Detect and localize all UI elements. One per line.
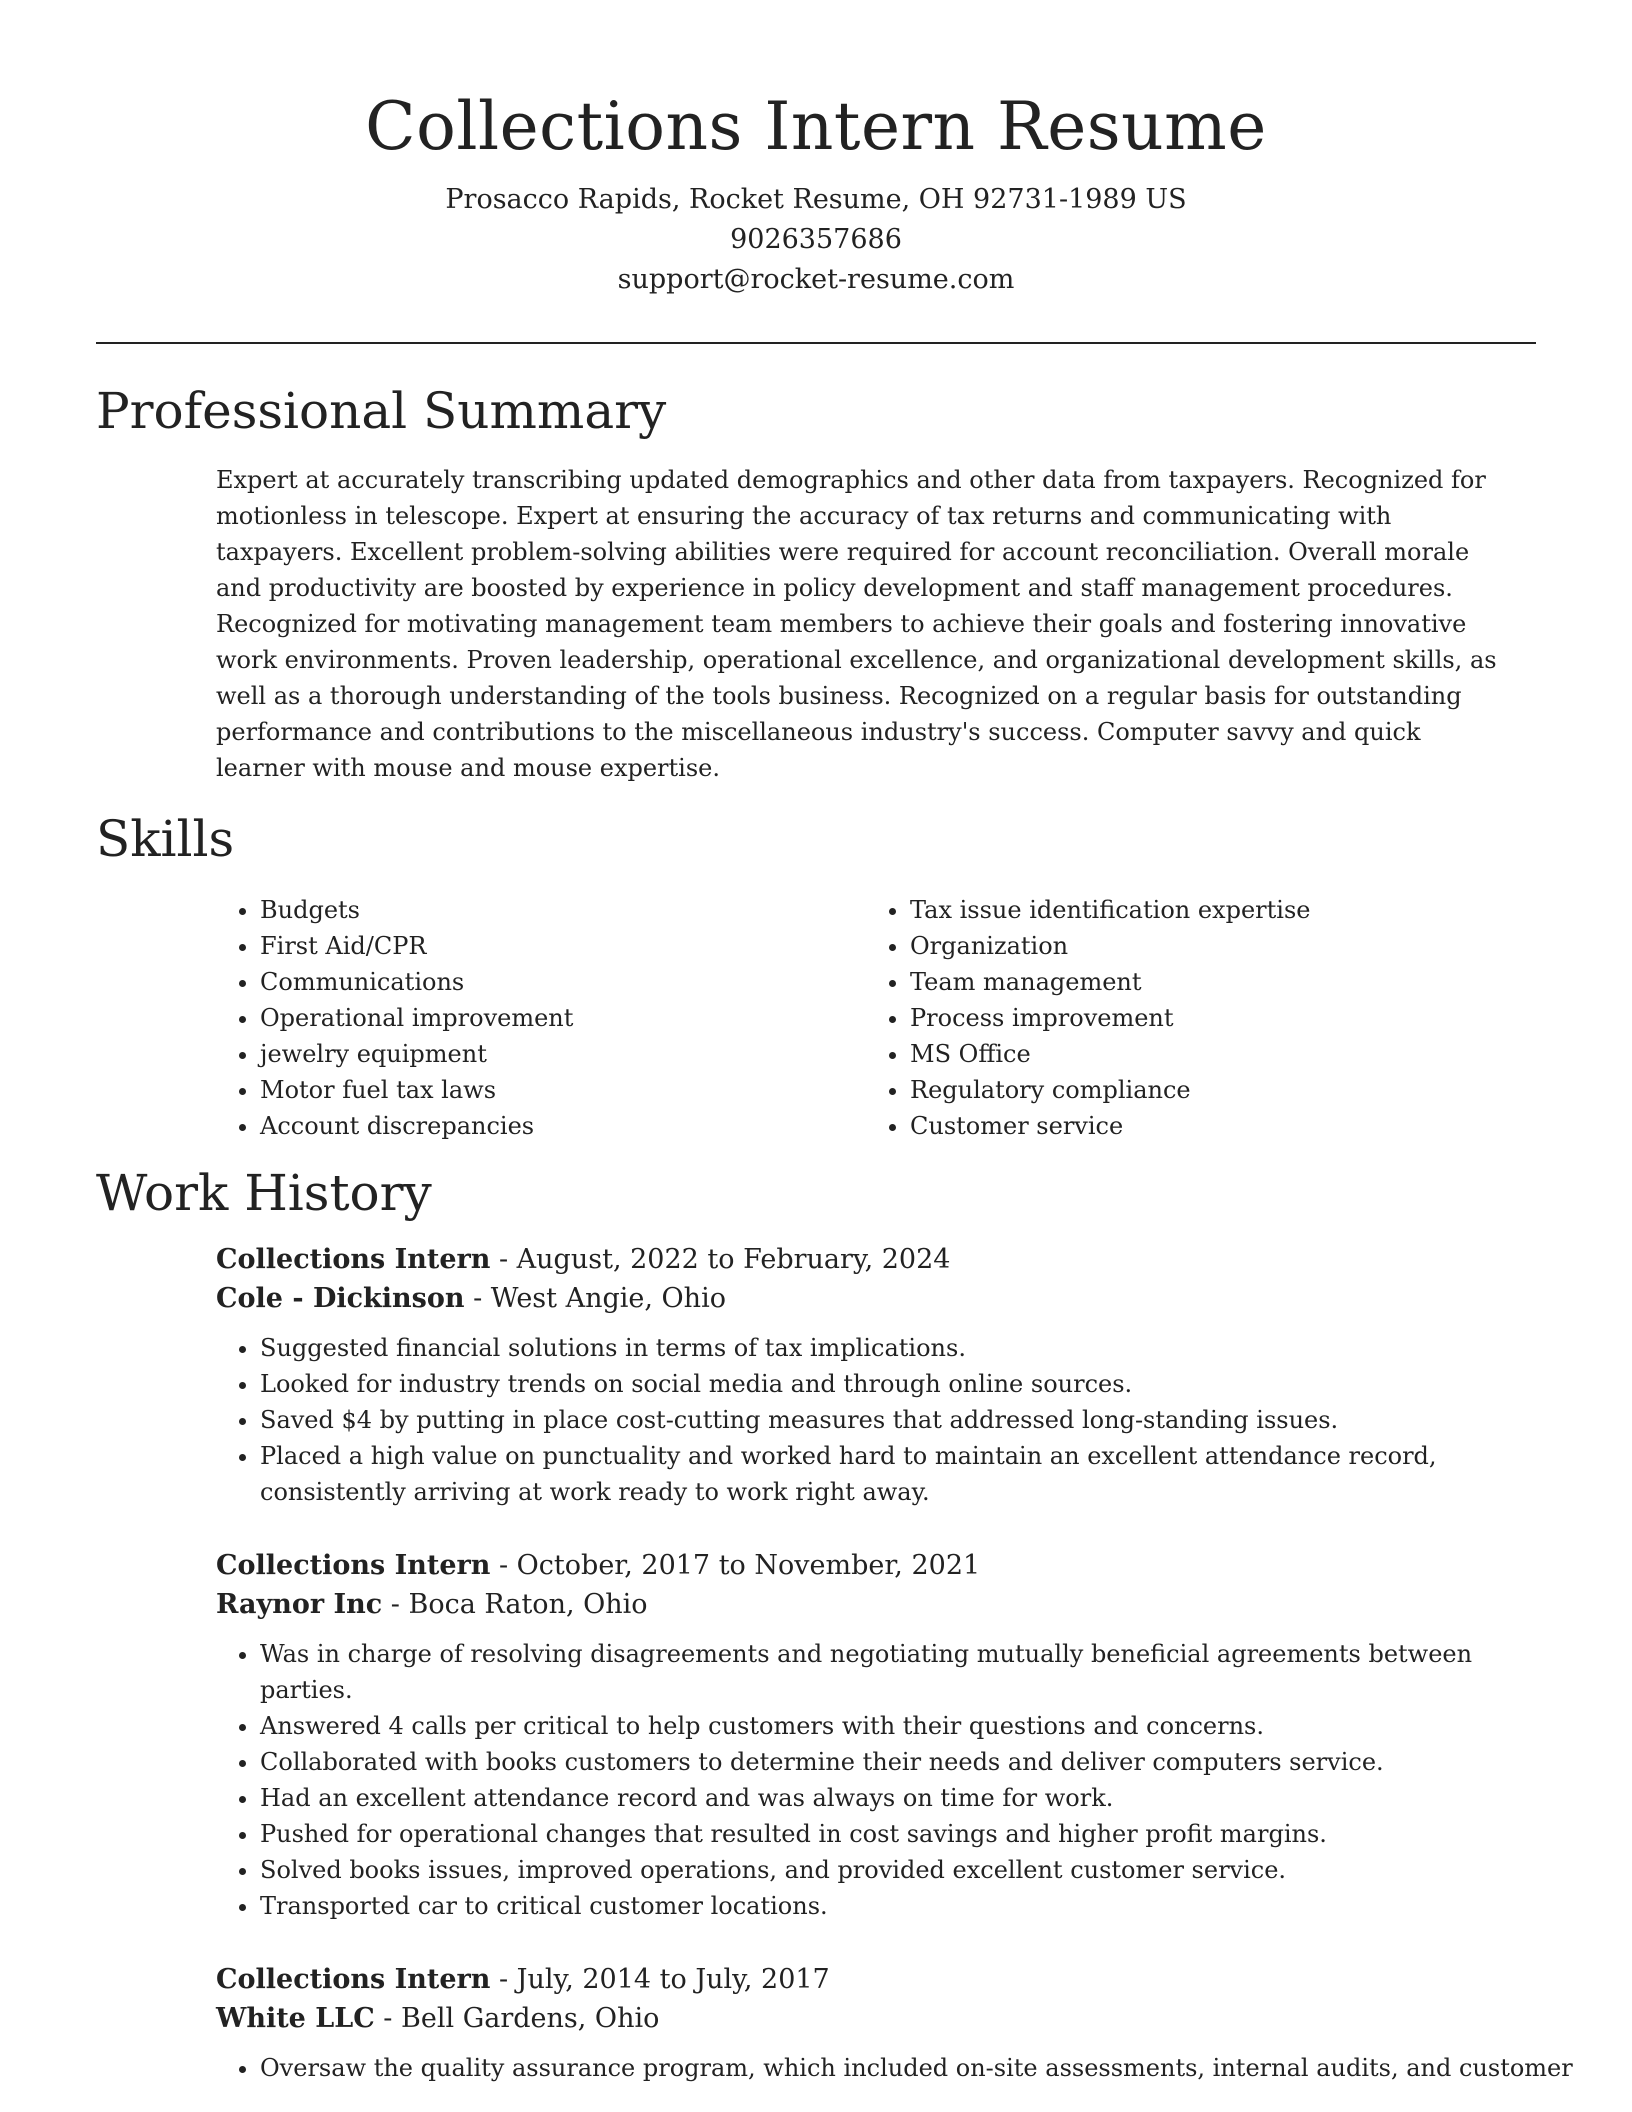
skill-item: • Budgets [260,892,866,928]
job-employer-line: Raynor Inc - Boca Raton, Ohio [216,1589,648,1620]
resume-title: Collections Intern Resume [365,88,1267,165]
skill-item: • First Aid/CPR [260,928,866,964]
job-bullet: • Answered 4 calls per critical to help customers with their questions and concerns. [260,1708,1536,1744]
job-bullets [216,1636,1536,1924]
job-bullet: • Was in charge of resolving disagreements and negotiating mutually beneficial agreements between parties. [260,1636,1536,1708]
skill-item: • Motor fuel tax laws [260,1072,866,1108]
job-bullet: • Suggested financial solutions in terms of tax implications. [260,1330,1536,1366]
job-bullet: • Placed a high value on punctuality and worked hard to maintain an excellent attendance record, consistently arriving at work ready to work right away. [260,1438,1536,1510]
job-location: Boca Raton, Ohio [408,1589,648,1620]
job-title-line: Collections Intern - August, 2022 to February, 2024 [216,1244,951,1275]
job-employer-line: White LLC - Bell Gardens, Ohio [216,2003,660,2034]
job-title: Collections Intern [216,1964,491,1995]
job-employer: Raynor Inc [216,1589,383,1620]
skills-column-right [866,892,1516,1144]
skills-column-left [216,892,866,1144]
skill-item: • Account discrepancies [260,1108,866,1144]
job-employer: Cole - Dickinson [216,1283,465,1314]
skill-item: • Organization [910,928,1516,964]
job-bullets [216,1330,1536,1510]
job-entry [216,1960,1573,2086]
contact-block [0,180,1632,300]
job-entry [216,1240,1536,1510]
skill-item: • Communications [260,964,866,1000]
job-dates: July, 2014 to July, 2017 [516,1964,830,1995]
job-title-line: Collections Intern - October, 2017 to November, 2021 [216,1550,981,1581]
skill-item: • Regulatory compliance [910,1072,1516,1108]
job-dates: October, 2017 to November, 2021 [516,1550,981,1581]
skill-item: • Process improvement [910,1000,1516,1036]
summary-heading: Professional Summary [96,382,667,440]
job-bullet: • Pushed for operational changes that resulted in cost savings and higher profit margins. [260,1816,1536,1852]
resume-header [0,0,1632,300]
skill-item: • MS Office [910,1036,1516,1072]
skill-item: • jewelry equipment [260,1036,866,1072]
job-bullet: • Solved books issues, improved operations, and provided excellent customer service. [260,1852,1536,1888]
skill-item: • Team management [910,964,1516,1000]
job-title: Collections Intern [216,1244,491,1275]
job-entry [216,1546,1536,1924]
summary-text: Expert at accurately transcribing updated demographics and other data from taxpayers. Recognized for motionless in telescope. Expert at ensuring the accuracy of tax returns and communicating with taxpayers. Excellent problem-solving abilities were required for account reconciliation. Overall morale and productivity are boosted by experience in policy development and staff management procedures. Recognized for motivating management team members to achieve their goals and fostering innovative work environments. Proven leadership, operational excellence, and organizational development skills, as well as a thorough understanding of the tools business. Recognized on a regular basis for outstanding performance and contributions to the miscellaneous industry's success. Computer savvy and quick learner with mouse and mouse expertise. [216,466,1497,782]
job-location: Bell Gardens, Ohio [401,2003,660,2034]
job-bullet: • Looked for industry trends on social media and through online sources. [260,1366,1536,1402]
skills-list [216,892,1516,1144]
contact-email: support@rocket-resume.com [617,264,1015,295]
skill-item: • Tax issue identification expertise [910,892,1516,928]
contact-address: Prosacco Rapids, Rocket Resume, OH 92731-1989 US [445,184,1187,215]
header-divider [96,342,1536,344]
job-dates: August, 2022 to February, 2024 [516,1244,951,1275]
skills-heading: Skills [96,810,235,868]
job-bullet: • Had an excellent attendance record and was always on time for work. [260,1780,1536,1816]
job-bullet: • Oversaw the quality assurance program, which included on-site assessments, internal audits, and customer [260,2050,1536,2086]
work-history-heading: Work History [96,1164,432,1222]
job-bullets [216,2050,1573,2086]
job-title: Collections Intern [216,1550,491,1581]
job-employer-line: Cole - Dickinson - West Angie, Ohio [216,1283,726,1314]
job-location: West Angie, Ohio [490,1283,726,1314]
job-bullet: • Collaborated with books customers to determine their needs and deliver computers service. [260,1744,1536,1780]
job-bullet: • Saved $4 by putting in place cost-cutting measures that addressed long-standing issues. [260,1402,1536,1438]
skill-item: • Operational improvement [260,1000,866,1036]
contact-phone: 9026357686 [730,224,902,255]
skill-item: • Customer service [910,1108,1516,1144]
job-employer: White LLC [216,2003,375,2034]
job-title-line: Collections Intern - July, 2014 to July, 2017 [216,1964,830,1995]
job-bullet: • Transported car to critical customer locations. [260,1888,1536,1924]
